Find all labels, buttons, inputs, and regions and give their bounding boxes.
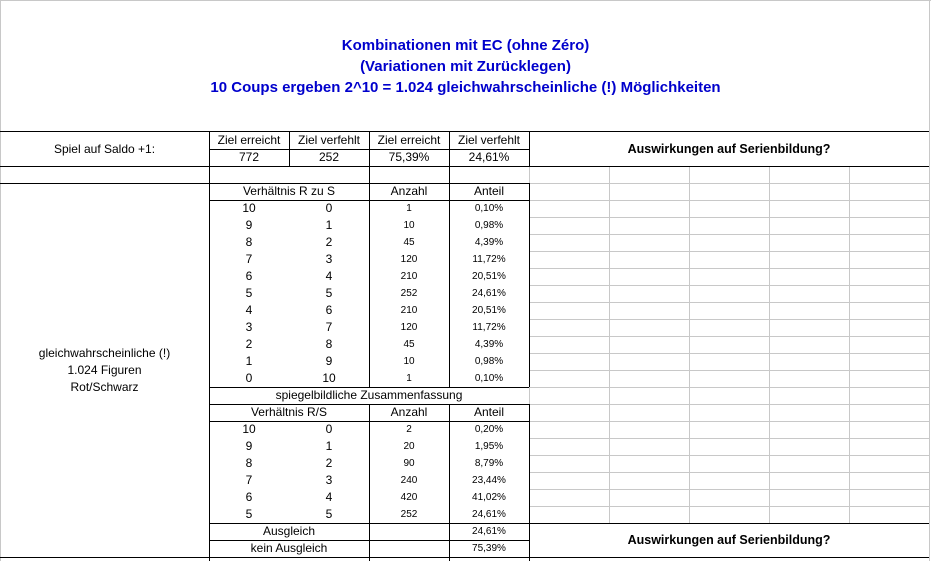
table1-header-share[interactable]: Anteil [473, 184, 505, 198]
table1-ratio-black-cell[interactable]: 8 [325, 337, 333, 351]
table1-header-ratio[interactable]: Verhältnis R zu S [242, 184, 336, 198]
table1-ratio-red-cell[interactable]: 2 [245, 337, 253, 351]
table1-ratio-black-cell[interactable]: 5 [325, 286, 333, 300]
table1-share-cell[interactable]: 0,98% [474, 220, 504, 231]
table2-ratio-red-cell[interactable]: 9 [245, 439, 253, 453]
left-label-line-1[interactable]: gleichwahrscheinliche (!) [38, 346, 171, 360]
left-label-line-2: 1.024 Figuren [67, 363, 142, 377]
table1-count-cell[interactable]: 1 [406, 373, 412, 384]
table1-share-cell[interactable]: 20,51% [472, 271, 506, 282]
table1-count-cell[interactable]: 210 [400, 305, 418, 316]
table1-share-cell[interactable]: 4,39% [474, 339, 504, 350]
table1-ratio-black-cell[interactable]: 0 [325, 201, 333, 215]
table1-ratio-black-cell[interactable]: 1 [325, 218, 333, 232]
table1-share-cell[interactable]: 20,51% [472, 305, 506, 316]
table1-share-cell[interactable]: 11,72% [472, 254, 506, 265]
no-balance-label[interactable]: kein Ausgleich [250, 541, 328, 555]
table2-ratio-black-cell[interactable]: 3 [325, 473, 333, 487]
saldo-value-reached[interactable]: 772 [238, 150, 260, 164]
title-line-2: (Variationen mit Zurücklegen) [360, 58, 571, 75]
table2-header-count[interactable]: Anzahl [390, 405, 428, 419]
table1-ratio-red-cell[interactable]: 8 [245, 235, 253, 249]
table1-ratio-red-cell[interactable]: 1 [245, 354, 253, 368]
table2-ratio-black-cell[interactable]: 1 [325, 439, 333, 453]
table1-ratio-black-cell[interactable]: 10 [322, 371, 336, 385]
table2-share-cell[interactable]: 24,61% [472, 509, 506, 520]
table1-ratio-black-cell[interactable]: 3 [325, 252, 333, 266]
saldo-header-missed[interactable]: Ziel verfehlt [297, 133, 361, 147]
table1-ratio-red-cell[interactable]: 5 [245, 286, 253, 300]
table1-count-cell[interactable]: 1 [406, 203, 412, 214]
table1-share-cell[interactable]: 11,72% [472, 322, 506, 333]
table1-count-cell[interactable]: 10 [403, 356, 415, 367]
table1-ratio-black-cell[interactable]: 4 [325, 269, 333, 283]
table1-count-cell[interactable]: 252 [400, 288, 418, 299]
table2-count-cell[interactable]: 252 [400, 509, 418, 520]
table2-ratio-black-cell[interactable]: 0 [325, 422, 333, 436]
table2-share-cell[interactable]: 41,02% [472, 492, 506, 503]
table2-count-cell[interactable]: 420 [400, 492, 418, 503]
saldo-value-missed[interactable]: 252 [318, 150, 340, 164]
table2-header-ratio[interactable]: Verhältnis R/S [250, 405, 328, 419]
table2-ratio-red-cell[interactable]: 8 [245, 456, 253, 470]
table2-share-cell[interactable]: 1,95% [474, 441, 504, 452]
table2-header-share[interactable]: Anteil [473, 405, 505, 419]
table2-count-cell[interactable]: 2 [406, 424, 412, 435]
table2-ratio-red-cell[interactable]: 7 [245, 473, 253, 487]
saldo-label[interactable]: Spiel auf Saldo +1: [53, 142, 156, 156]
side-heading-bottom[interactable]: Auswirkungen auf Serienbildung? [627, 533, 831, 547]
table1-count-cell[interactable]: 45 [403, 237, 415, 248]
table1-header-count[interactable]: Anzahl [390, 184, 428, 198]
table1-count-cell[interactable]: 210 [400, 271, 418, 282]
table1-ratio-red-cell[interactable]: 4 [245, 303, 253, 317]
table1-ratio-red-cell[interactable]: 9 [245, 218, 253, 232]
table1-ratio-black-cell[interactable]: 2 [325, 235, 333, 249]
table2-ratio-red-cell[interactable]: 6 [245, 490, 253, 504]
saldo-header-missed-pct[interactable]: Ziel verfehlt [457, 133, 521, 147]
table2-count-cell[interactable]: 20 [403, 441, 415, 452]
table1-share-cell[interactable]: 0,98% [474, 356, 504, 367]
table1-ratio-black-cell[interactable]: 9 [325, 354, 333, 368]
table2-share-cell[interactable]: 23,44% [472, 475, 506, 486]
table1-ratio-red-cell[interactable]: 7 [245, 252, 253, 266]
balance-label[interactable]: Ausgleich [262, 524, 316, 538]
table2-share-cell[interactable]: 0,20% [474, 424, 504, 435]
table1-share-cell[interactable]: 0,10% [474, 373, 504, 384]
no-balance-value[interactable]: 75,39% [472, 543, 506, 554]
table2-ratio-black-cell[interactable]: 2 [325, 456, 333, 470]
table1-share-cell[interactable]: 0,10% [474, 203, 504, 214]
saldo-value-missed-pct[interactable]: 24,61% [468, 150, 510, 164]
table1-share-cell[interactable]: 24,61% [472, 288, 506, 299]
title-line-3: 10 Coups ergeben 2^10 = 1.024 gleichwahrscheinliche (!) Möglichkeiten [210, 79, 721, 96]
summary-title[interactable]: spiegelbildliche Zusammenfassung [275, 388, 463, 402]
saldo-value-reached-pct[interactable]: 75,39% [388, 150, 430, 164]
saldo-header-reached[interactable]: Ziel erreicht [217, 133, 281, 147]
table1-ratio-red-cell[interactable]: 3 [245, 320, 253, 334]
table2-count-cell[interactable]: 90 [403, 458, 415, 469]
table1-count-cell[interactable]: 10 [403, 220, 415, 231]
side-heading-top[interactable]: Auswirkungen auf Serienbildung? [627, 142, 831, 156]
balance-value[interactable]: 24,61% [472, 526, 506, 537]
table1-count-cell[interactable]: 120 [400, 254, 418, 265]
table1-share-cell[interactable]: 4,39% [474, 237, 504, 248]
table2-count-cell[interactable]: 240 [400, 475, 418, 486]
saldo-header-reached-pct[interactable]: Ziel erreicht [377, 133, 441, 147]
table1-ratio-black-cell[interactable]: 7 [325, 320, 333, 334]
table2-ratio-black-cell[interactable]: 5 [325, 507, 333, 521]
table2-ratio-red-cell[interactable]: 10 [242, 422, 256, 436]
table2-share-cell[interactable]: 8,79% [474, 458, 504, 469]
table1-ratio-red-cell[interactable]: 10 [242, 201, 256, 215]
table2-ratio-red-cell[interactable]: 5 [245, 507, 253, 521]
title-line-1: Kombinationen mit EC (ohne Zéro) [341, 37, 590, 54]
left-label-line-3: Rot/Schwarz [70, 380, 139, 394]
table1-count-cell[interactable]: 45 [403, 339, 415, 350]
table2-ratio-black-cell[interactable]: 4 [325, 490, 333, 504]
table1-ratio-red-cell[interactable]: 0 [245, 371, 253, 385]
table1-ratio-red-cell[interactable]: 6 [245, 269, 253, 283]
table1-count-cell[interactable]: 120 [400, 322, 418, 333]
table1-ratio-black-cell[interactable]: 6 [325, 303, 333, 317]
